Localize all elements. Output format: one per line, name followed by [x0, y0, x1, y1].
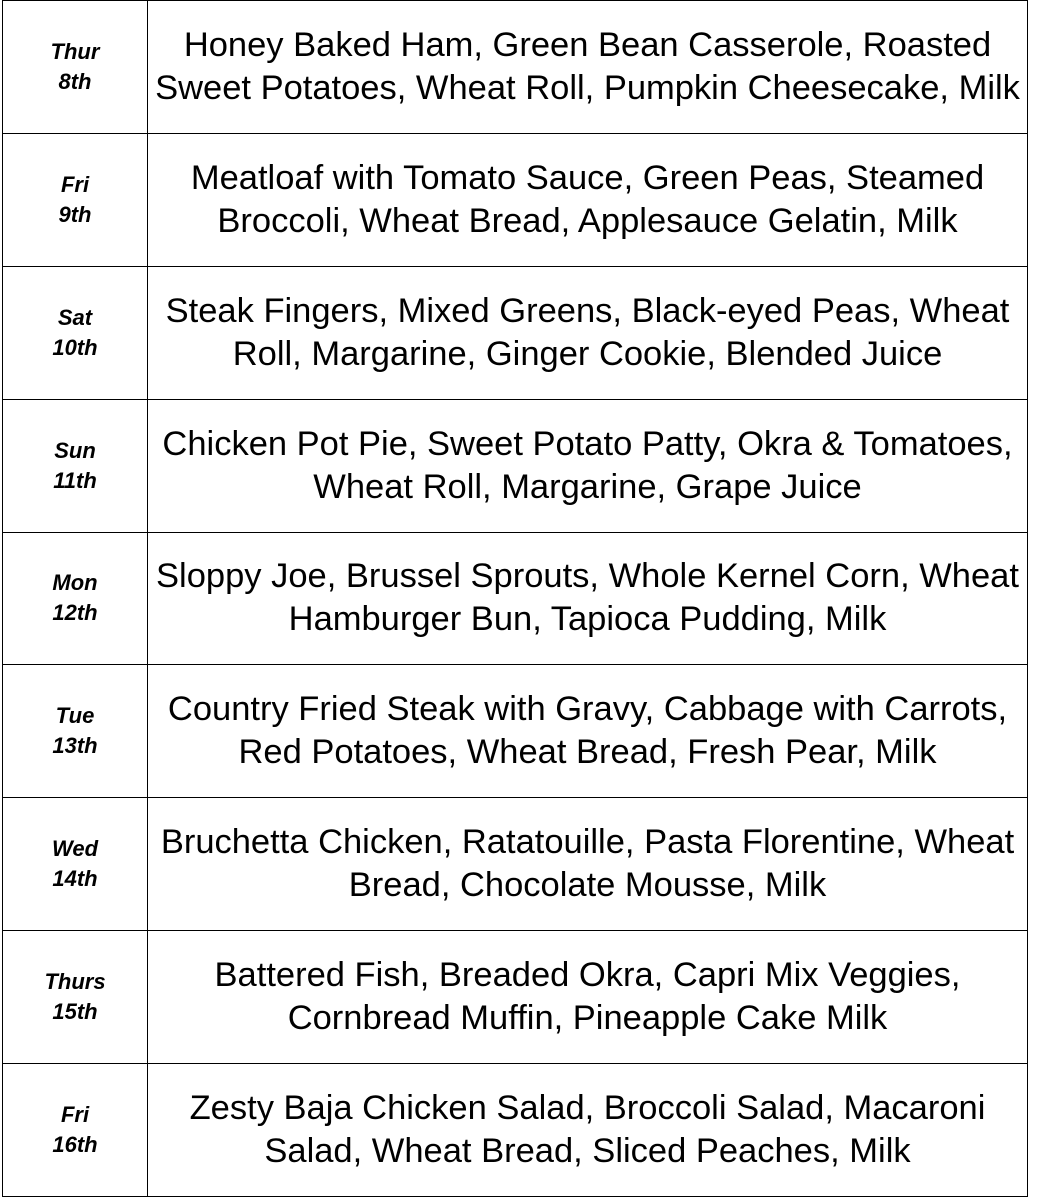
day-date: 8th: [58, 68, 92, 94]
meal-description: Chicken Pot Pie, Sweet Potato Patty, Okra & Tomatoes, Wheat Roll, Margarine, Grape Juice: [148, 399, 1028, 532]
table-row: [3, 1, 1028, 134]
table-row: [3, 931, 1028, 1064]
day-cell: [3, 532, 148, 665]
table-row: [3, 532, 1028, 665]
day-name: Thur: [50, 38, 100, 64]
menu-table: [2, 0, 1028, 1197]
meal-description: Steak Fingers, Mixed Greens, Black-eyed Peas, Wheat Roll, Margarine, Ginger Cookie, Blended Juice: [148, 266, 1028, 399]
meal-description: Country Fried Steak with Gravy, Cabbage with Carrots, Red Potatoes, Wheat Bread, Fresh Pear, Milk: [148, 665, 1028, 798]
meal-description: Zesty Baja Chicken Salad, Broccoli Salad, Macaroni Salad, Wheat Bread, Sliced Peaches, Milk: [148, 1064, 1028, 1197]
menu-table-body: [3, 1, 1028, 1197]
meal-description: Battered Fish, Breaded Okra, Capri Mix Veggies, Cornbread Muffin, Pineapple Cake Milk: [148, 931, 1028, 1064]
meal-description: Sloppy Joe, Brussel Sprouts, Whole Kernel Corn, Wheat Hamburger Bun, Tapioca Pudding, Milk: [148, 532, 1028, 665]
day-name: Sat: [57, 304, 93, 330]
day-date: 16th: [52, 1132, 98, 1157]
day-cell: [3, 1064, 148, 1197]
table-row: [3, 1064, 1028, 1197]
day-date: 9th: [58, 201, 92, 227]
day-cell: [3, 665, 148, 798]
meal-description: Meatloaf with Tomato Sauce, Green Peas, Steamed Broccoli, Wheat Bread, Applesauce Gelatin, Milk: [148, 133, 1028, 266]
day-name: Fri: [60, 171, 90, 197]
table-row: [3, 399, 1028, 532]
day-name: Sun: [54, 437, 96, 463]
day-cell: [3, 798, 148, 931]
table-row: [3, 266, 1028, 399]
day-date: 15th: [52, 999, 98, 1025]
day-cell: [3, 133, 148, 266]
day-date: 14th: [52, 866, 98, 892]
table-row: [3, 133, 1028, 266]
meal-description: Honey Baked Ham, Green Bean Casserole, Roasted Sweet Potatoes, Wheat Roll, Pumpkin Cheesecake, Milk: [148, 1, 1028, 134]
day-name: Thurs: [44, 969, 106, 995]
day-cell: [3, 266, 148, 399]
day-date: 10th: [52, 334, 98, 360]
day-cell: [3, 399, 148, 532]
day-name: Wed: [51, 836, 99, 862]
day-date: 11th: [53, 467, 97, 493]
day-name: Fri: [60, 1102, 90, 1127]
day-date: 13th: [52, 733, 98, 759]
day-cell: [3, 931, 148, 1064]
day-name: Tue: [55, 703, 95, 729]
table-row: [3, 665, 1028, 798]
day-name: Mon: [52, 570, 98, 596]
day-cell: [3, 1, 148, 134]
day-date: 12th: [52, 600, 98, 626]
table-row: [3, 798, 1028, 931]
meal-description: Bruchetta Chicken, Ratatouille, Pasta Florentine, Wheat Bread, Chocolate Mousse, Milk: [148, 798, 1028, 931]
